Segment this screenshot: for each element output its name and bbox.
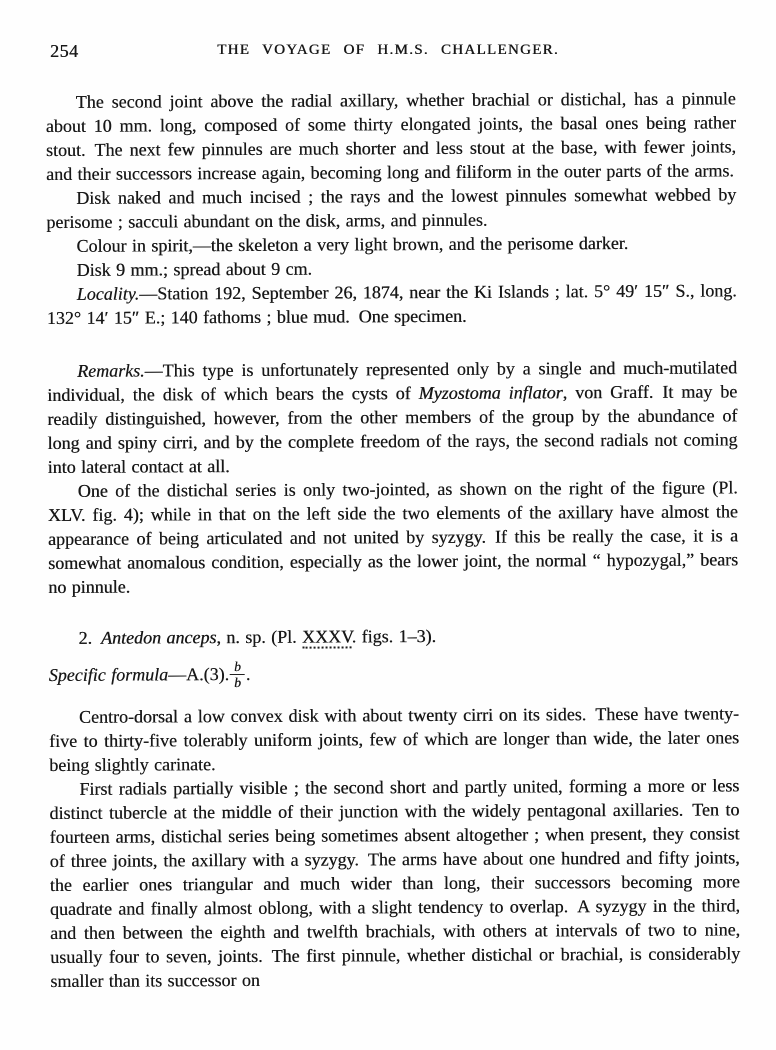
running-head [0,0,776,66]
species-heading [48,622,738,650]
text-segment: The second joint above the radial axillary, whether brachial or distichal, has a pinnule about 10 mm. long, composed of some thirty elongated joints, the basal ones being rather stout. The next few pinnules are much shorter and less stout at the base, with fewer joints, and their successors increase again, becoming long and filiform in the outer parts of the arms. [45,88,736,185]
text-segment: Specific formula [48,664,169,685]
text-segment: First radials partially visible ; the second short and partly united, forming a more or less distinct tubercle at the middle of their junction with the widely pentagonal axillaries. Ten to fourteen arms, distichal series being sometimes absent altogether ; when present, they consist of three joints, the axillary with a syzygy. The arms have about one hundred and fifty joints, the earlier ones triangular and much wider than long, their successors becoming more quadrate and finally almost oblong, with a slight tendency to overlap. A syzygy in the third, and then between the eighth and twelfth brachials, with others at intervals of two to nine, usually four to seven, joints. The first pinnule, whether distichal or brachial, is considerably smaller than its successor on [49,775,741,991]
text-segment: Antedon anceps [100,627,217,648]
text-segment: XXXV [301,626,352,647]
text-segment: —A.(3). [168,664,230,685]
text-segment: Centro-dorsal a low convex disk with about twenty cirri on its sides. These have twenty-five to thirty-five tolerably uniform joints, few of which are longer than wide, the later ones being slightly carinate. [48,703,740,775]
paragraph-disk [46,182,736,234]
text-segment: . [245,663,251,684]
page-number: 254 [50,41,79,61]
text-segment: Disk 9 mm.; spread about 9 cm. [76,258,313,280]
text-segment: . figs. 1–3). [351,625,437,647]
paragraph-distichal-series [48,475,739,599]
paragraph-first-radials [49,773,740,993]
fraction: $\frac{b}{b}$ [230,660,245,691]
text-segment: Remarks. [77,360,145,381]
text-segment: One of the distichal series is only two-jointed, as shown on the right of the figure (Pl. XLV. fig. 4); while in that on the left side the two elements of the axillary have almost the appearance of being articulated and not united by syzygy. If this be really the case, it is a somewhat anomalous condition, especially as the lower joint, the normal “ hypozygal,” bears no pinnule. [47,477,739,597]
text-segment: Myzostoma inflator [418,382,563,404]
text-segment: —This type is unfortunately represented only by a single and much-mutilated individual, the disk of which bears the cysts of [47,357,738,406]
paragraph-size [47,254,737,282]
paragraph-centro-dorsal [49,701,739,777]
text-segment: 2. [78,627,102,648]
paragraph-colour [46,230,736,258]
text-segment: Disk naked and much incised ; the rays and the lowest pinnules somewhat webbed by perisome ; sacculi abundant on the disk, arms, and pinnules. [46,184,737,233]
text-segment: Locality. [76,283,140,304]
text-segment: Colour in spirit,—the skeleton a very light brown, and the perisome darker. [76,232,629,256]
specific-formula [49,652,739,694]
paragraph-pinnules [46,86,736,186]
paragraph-remarks [47,355,738,479]
text-segment: —Station 192, September 26, 1874, near the Ki Islands ; lat. 5° 49′ 15″ S., long. 132° 14′ 15″ E.; 140 fathoms ; blue mud. One specimen. [46,280,737,329]
text-block [46,86,741,993]
running-title: THE VOYAGE OF H.M.S. CHALLENGER. [217,42,559,58]
paragraph-locality [47,278,737,330]
text-segment: , von Graff. It may be readily distinguished, however, from the other members of the group by the abundance of long and spiny cirri, and by the complete freedom of the rays, the second radials not coming into lateral contact at all. [47,381,738,478]
text-segment: , n. sp. (Pl. [216,626,303,648]
